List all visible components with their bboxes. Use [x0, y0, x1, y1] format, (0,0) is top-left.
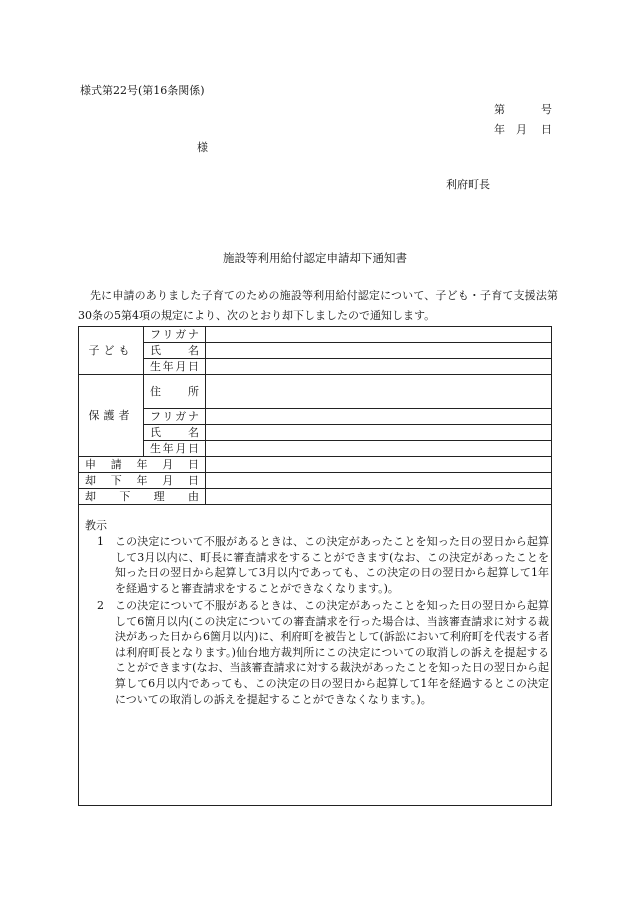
application-date-value[interactable]	[206, 457, 552, 473]
rejection-date-value[interactable]	[206, 473, 552, 489]
guardian-furigana-label: フリガナ	[144, 409, 206, 425]
guardian-address-label: 住所	[144, 375, 206, 409]
instruction-number: 2	[97, 599, 104, 612]
document-number-label: 第	[494, 103, 505, 116]
child-furigana-label: フリガナ	[144, 327, 206, 343]
instructions-heading: 教示	[85, 519, 107, 532]
addressee-honorific: 様	[197, 141, 208, 154]
instruction-number: 1	[97, 535, 104, 548]
table-row	[79, 327, 552, 343]
intro-paragraph	[78, 286, 558, 326]
intro-text: 先に申請のありました子育てのための施設等利用給付認定について、子ども・子育て支援法第30条の5第4項の規定により、次のとおり却下しましたので通知します。	[78, 289, 558, 322]
guardian-birthdate-label: 生年月日	[144, 441, 206, 457]
issuer-name: 利府町長	[446, 178, 490, 191]
instruction-text: この決定について不服があるときは、この決定があったことを知った日の翌日から起算して3月以内に、町長に審査請求をすることができます(なお、この決定があったことを知った日の翌日から起算して3月以内であっても、この決定の日の翌日から起算して1年を経過すると審査請求をすることができなくなります。)。	[115, 535, 549, 595]
table-row	[79, 441, 552, 457]
instruction-text: この決定について不服があるときは、この決定があったことを知った日の翌日から起算して6箇月以内(この決定についての審査請求を行った場合は、当該審査請求に対する裁決があった日から6箇月以内)に、利府町を被告として(訴訟において利府町を代表する者は利府町長となります。)仙台地方裁判所にこの決定についての取消しの訴えを提起することができます(なお、当該審査請求に対する裁決があったことを知った日の翌日から起算して6月以内であっても、この決定の日の翌日から起算して1年を経過するとこの決定についての取消しの訴えを提起することができなくなります。)。	[115, 599, 549, 706]
instruction-item	[97, 534, 549, 596]
date-month-label: 月	[516, 123, 527, 136]
child-birthdate-value[interactable]	[206, 359, 552, 375]
document-title: 施設等利用給付認定申請却下通知書	[223, 251, 407, 265]
guardian-birthdate-value[interactable]	[206, 441, 552, 457]
guardian-address-value[interactable]	[206, 375, 552, 409]
guardian-furigana-value[interactable]	[206, 409, 552, 425]
guardian-group-label: 保護者	[79, 375, 144, 457]
instructions-box	[78, 503, 552, 806]
child-furigana-value[interactable]	[206, 327, 552, 343]
child-group-label: 子ども	[79, 327, 144, 375]
table-row	[79, 457, 552, 473]
form-number: 様式第22号(第16条関係)	[80, 84, 205, 97]
child-name-value[interactable]	[206, 343, 552, 359]
table-row	[79, 359, 552, 375]
table-row	[79, 473, 552, 489]
table-row	[79, 375, 552, 409]
table-row	[79, 425, 552, 441]
date-year-label: 年	[494, 123, 505, 136]
application-date-label: 申請年月日	[79, 457, 206, 473]
table-row	[79, 343, 552, 359]
guardian-name-label: 氏名	[144, 425, 206, 441]
table-row	[79, 409, 552, 425]
date-day-label: 日	[541, 123, 552, 136]
document-number-suffix: 号	[541, 103, 552, 116]
child-name-label: 氏名	[144, 343, 206, 359]
instruction-item	[97, 598, 549, 707]
child-birthdate-label: 生年月日	[144, 359, 206, 375]
applicant-info-table	[78, 326, 552, 505]
guardian-name-value[interactable]	[206, 425, 552, 441]
rejection-reason-label: 却下理由	[79, 489, 206, 505]
rejection-date-label: 却下年月日	[79, 473, 206, 489]
